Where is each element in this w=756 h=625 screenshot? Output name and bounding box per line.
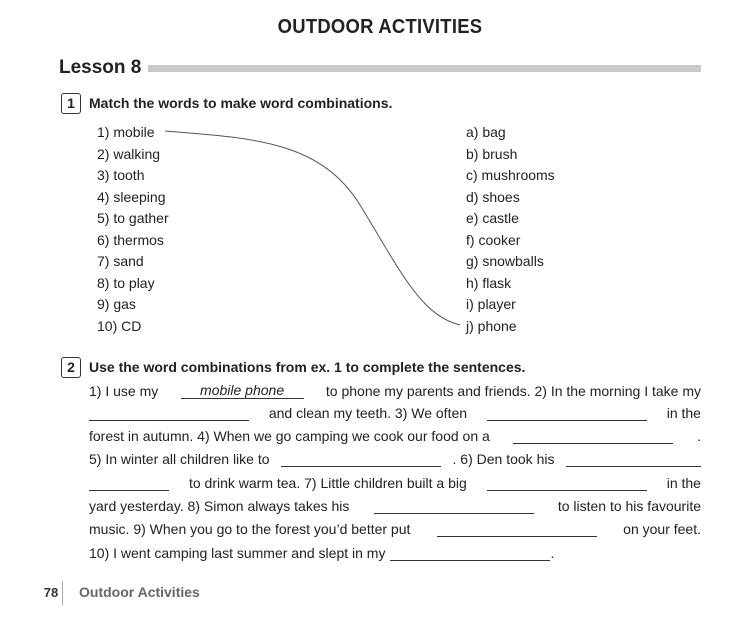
text: to phone my parents and friends. 2) In the morning I take my xyxy=(325,383,701,399)
answer-blank[interactable]: mobile phone xyxy=(181,382,304,399)
page-number: 78 xyxy=(40,581,63,605)
left-item: 3) tooth xyxy=(97,167,145,183)
footer-section: Outdoor Activities xyxy=(79,584,200,600)
text: and clean my teeth. 3) We often xyxy=(268,405,468,421)
sentence-line xyxy=(89,475,701,491)
right-item: g) snowballs xyxy=(466,253,544,269)
text: music. 9) When you go to the forest you’d better put xyxy=(89,521,411,537)
page-title: OUTDOOR ACTIVITIES xyxy=(277,16,483,38)
left-item: 10) CD xyxy=(97,317,142,334)
text: 10) I went camping last summer and slept in my xyxy=(89,545,386,561)
answer-blank[interactable] xyxy=(513,429,673,444)
exercise-number: 1 xyxy=(61,93,81,114)
left-item: 1) mobile xyxy=(97,124,155,140)
text: . 6) Den took his xyxy=(452,451,555,467)
text: . xyxy=(550,545,555,561)
text: to drink warm tea. 7) Little children built a big xyxy=(188,475,467,491)
text: 1) I use my xyxy=(89,383,159,399)
left-item: 4) sleeping xyxy=(97,188,166,205)
exercise-instruction: Match the words to make word combinations. xyxy=(89,95,393,111)
answer-blank[interactable] xyxy=(487,406,647,421)
answer-blank[interactable] xyxy=(437,522,597,537)
sentence-line xyxy=(89,521,701,537)
right-item: i) player xyxy=(466,296,516,312)
left-item: 9) gas xyxy=(97,296,136,312)
text: in the xyxy=(666,405,701,421)
answer-blank[interactable] xyxy=(374,499,534,514)
answer-blank[interactable] xyxy=(390,546,550,561)
exercise-number: 2 xyxy=(61,357,81,378)
right-item: h) flask xyxy=(466,274,512,291)
sentence-line xyxy=(89,545,579,561)
answer-blank[interactable] xyxy=(281,452,441,467)
left-item: 5) to gather xyxy=(97,210,169,226)
sentence-line xyxy=(89,498,701,514)
answer-blank[interactable] xyxy=(487,476,647,491)
text: to listen to his favourite xyxy=(557,498,701,514)
answer-blank[interactable] xyxy=(566,452,701,467)
text: yard yesterday. 8) Simon always takes his xyxy=(89,498,350,514)
right-item: j) phone xyxy=(466,317,517,334)
right-item: b) brush xyxy=(466,145,518,162)
sentence-line xyxy=(89,428,701,444)
sentence-line xyxy=(89,451,701,467)
sentence-line xyxy=(89,382,701,399)
right-item: a) bag xyxy=(466,124,506,140)
text: . xyxy=(697,428,701,444)
right-item: c) mushrooms xyxy=(466,167,555,183)
lesson-heading: Lesson 8 xyxy=(59,57,142,78)
right-item: d) shoes xyxy=(466,188,520,205)
answer-blank[interactable] xyxy=(89,476,169,491)
left-item: 7) sand xyxy=(97,253,144,269)
right-item: f) cooker xyxy=(466,231,521,248)
left-item: 8) to play xyxy=(97,274,155,291)
text: in the xyxy=(666,475,701,491)
left-item: 2) walking xyxy=(97,145,161,162)
answer-blank[interactable] xyxy=(89,406,249,421)
text: 5) In winter all children like to xyxy=(89,451,270,467)
exercise-instruction: Use the word combinations from ex. 1 to complete the sentences. xyxy=(89,359,526,375)
sentence-line xyxy=(89,405,701,421)
left-item: 6) thermos xyxy=(97,231,164,248)
text: on your feet. xyxy=(623,521,701,537)
text: forest in autumn. 4) When we go camping we cook our food on a xyxy=(89,428,490,444)
right-item: e) castle xyxy=(466,210,519,226)
